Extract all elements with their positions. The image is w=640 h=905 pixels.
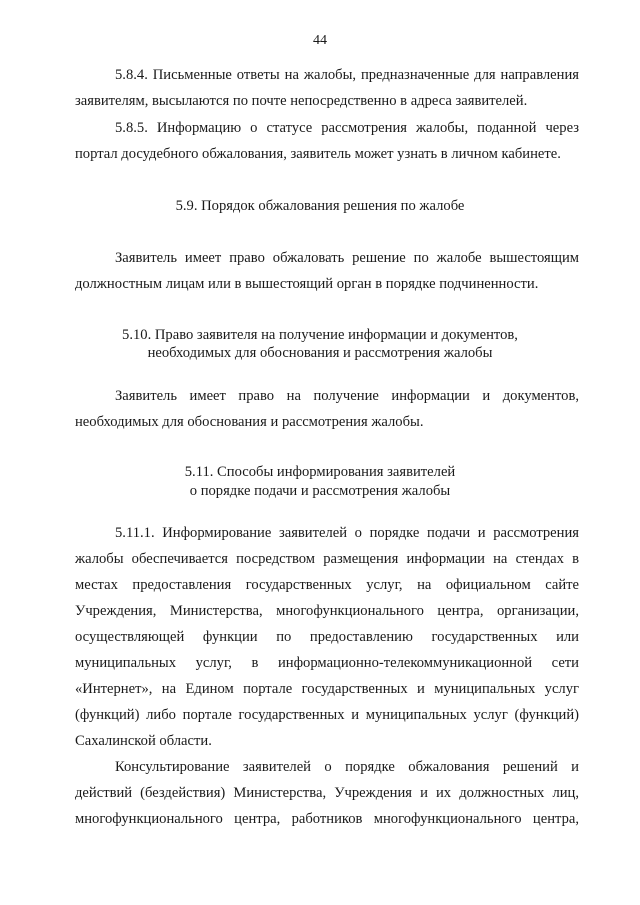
paragraph-consult-line-2: действий (бездействия) Министерства, Учреждения и их должностных лиц,	[75, 785, 579, 801]
paragraph-5-11-1-line-3: местах предоставления государственных услуг, на официальном сайте	[75, 577, 579, 593]
paragraph-5-9-line-2: должностным лицам или в вышестоящий орган в порядке подчиненности.	[75, 276, 539, 292]
paragraph-5-11-1-line-9: Сахалинской области.	[75, 733, 212, 749]
paragraph-consult-line-1: Консультирование заявителей о порядке обжалования решений и	[115, 759, 579, 775]
paragraph-5-11-1-line-5: осуществляющей функции по предоставлению государственных или	[75, 629, 579, 645]
section-heading-5-10-line-2: необходимых для обоснования и рассмотрения жалобы	[147, 345, 493, 361]
paragraph-5-8-5-line-2: портал досудебного обжалования, заявитель может узнать в личном кабинете.	[75, 146, 561, 162]
section-heading-5-11-line-1: 5.11. Способы информирования заявителей	[184, 464, 456, 480]
section-heading-5-10-line-1: 5.10. Право заявителя на получение информации и документов,	[122, 327, 518, 343]
paragraph-5-10-line-1: Заявитель имеет право на получение информации и документов,	[115, 388, 579, 404]
paragraph-5-8-5-line-1: 5.8.5. Информацию о статусе рассмотрения жалобы, поданной через	[115, 120, 579, 136]
paragraph-5-8-4-line-2: заявителям, высылаются по почте непосредственно в адреса заявителей.	[75, 93, 528, 109]
paragraph-consult-line-3: многофункционального центра, работников многофункционального центра,	[75, 811, 579, 827]
paragraph-5-11-1-line-7: «Интернет», на Едином портале государственных и муниципальных услуг	[75, 681, 579, 697]
paragraph-5-8-4-line-1: 5.8.4. Письменные ответы на жалобы, предназначенные для направления	[115, 67, 579, 83]
paragraph-5-11-1-line-6: муниципальных услуг, в информационно-телекоммуникационной сети	[75, 655, 579, 671]
paragraph-5-11-1-line-8: (функций) либо портале государственных и муниципальных услуг (функций)	[75, 707, 579, 723]
paragraph-5-11-1-line-1: 5.11.1. Информирование заявителей о порядке подачи и рассмотрения	[115, 525, 579, 541]
page-number: 44	[313, 33, 327, 48]
paragraph-5-11-1-line-2: жалобы обеспечивается посредством размещения информации на стендах в	[75, 551, 579, 567]
section-heading-5-11-line-2: о порядке подачи и рассмотрения жалобы	[189, 483, 451, 499]
section-heading-5-9: 5.9. Порядок обжалования решения по жалобе	[175, 198, 465, 214]
paragraph-5-11-1-line-4: Учреждения, Министерства, многофункционального центра, организации,	[75, 603, 579, 619]
paragraph-5-10-line-2: необходимых для обоснования и рассмотрения жалобы.	[75, 414, 424, 430]
paragraph-5-9-line-1: Заявитель имеет право обжаловать решение по жалобе вышестоящим	[115, 250, 579, 266]
